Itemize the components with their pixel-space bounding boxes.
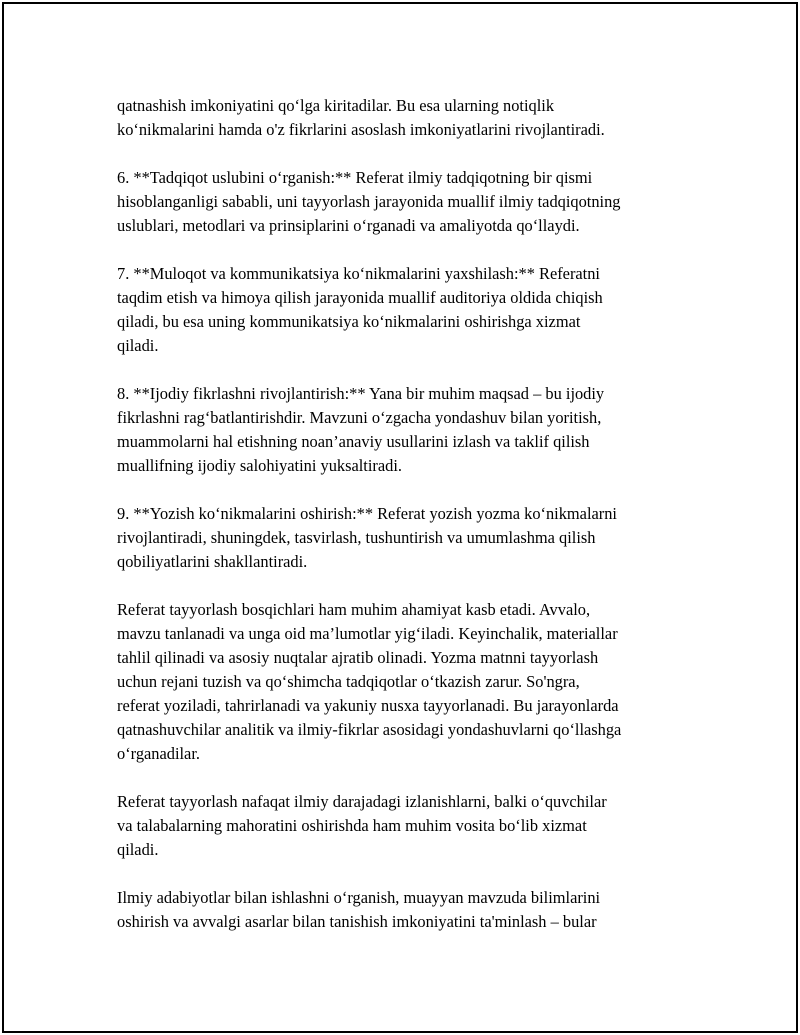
paragraph-item-8: 8. **Ijodiy fikrlashni rivojlantirish:** Yana bir muhim maqsad – bu ijodiy fikrlashni rag‘batlantirishdir. Mavzuni o‘zgacha yondashuv bilan yoritish, muammolarni hal etishning noan’anaviy usullarini izlash va taklif qilish muallifning ijodiy salohiyatini yuksaltiradi. bbox=[117, 384, 605, 475]
paragraph-item-6: 6. **Tadqiqot uslubini o‘rganish:** Referat ilmiy tadqiqotning bir qismi hisoblanganligi sababli, uni tayyorlash jarayonida muallif ilmiy tadqiqotning uslublari, metodlari va prinsiplarini o‘rganadi va amaliyotda qo‘llaydi. bbox=[117, 168, 621, 235]
paragraph-item-7: 7. **Muloqot va kommunikatsiya ko‘nikmalarini yaxshilash:** Referatni taqdim etish va himoya qilish jarayonida muallif auditoriya oldida chiqish qiladi, bu esa uning kommunikatsiya ko‘nikmalarini oshirishga xizmat qiladi. bbox=[117, 264, 603, 355]
paragraph-literature: Ilmiy adabiyotlar bilan ishlashni o‘rganish, muayyan mavzuda bilimlarini oshirish va avvalgi asarlar bilan tanishish imkoniyatini ta'minlash – bular bbox=[117, 888, 601, 931]
paragraph-continuation: qatnashish imkoniyatini qo‘lga kiritadilar. Bu esa ularning notiqlik ko‘nikmalarini hamda o'z fikrlarini asoslash imkoniyatlarini rivojlantiradi. bbox=[117, 96, 605, 139]
paragraph-stages: Referat tayyorlash bosqichlari ham muhim ahamiyat kasb etadi. Avvalo, mavzu tanlanadi va unga oid ma’lumotlar yig‘iladi. Keyinchalik, materiallar tahlil qilinadi va asosiy nuqtalar ajratib olinadi. Yozma matnni tayyorlash uchun rejani tuzish va qo‘shimcha tadqiqotlar o‘tkazish zarur. So'ngra, referat yoziladi, tahrirlanadi va yakuniy nusxa tayyorlanadi. Bu jarayonlarda qatnashuvchilar analitik va ilmiy-fikrlar asosidagi yondashuvlarni qo‘llashga o‘rganadilar. bbox=[117, 600, 622, 763]
paragraph-item-9: 9. **Yozish ko‘nikmalarini oshirish:** Referat yozish yozma ko‘nikmalarni rivojlantiradi, shuningdek, tasvirlash, tushuntirish va umumlashma qilish qobiliyatlarini shakllantiradi. bbox=[117, 504, 617, 571]
document-body bbox=[117, 94, 692, 934]
paragraph-importance: Referat tayyorlash nafaqat ilmiy darajadagi izlanishlarni, balki o‘quvchilar va talabalarning mahoratini oshirishda ham muhim vosita bo‘lib xizmat qiladi. bbox=[117, 792, 607, 859]
